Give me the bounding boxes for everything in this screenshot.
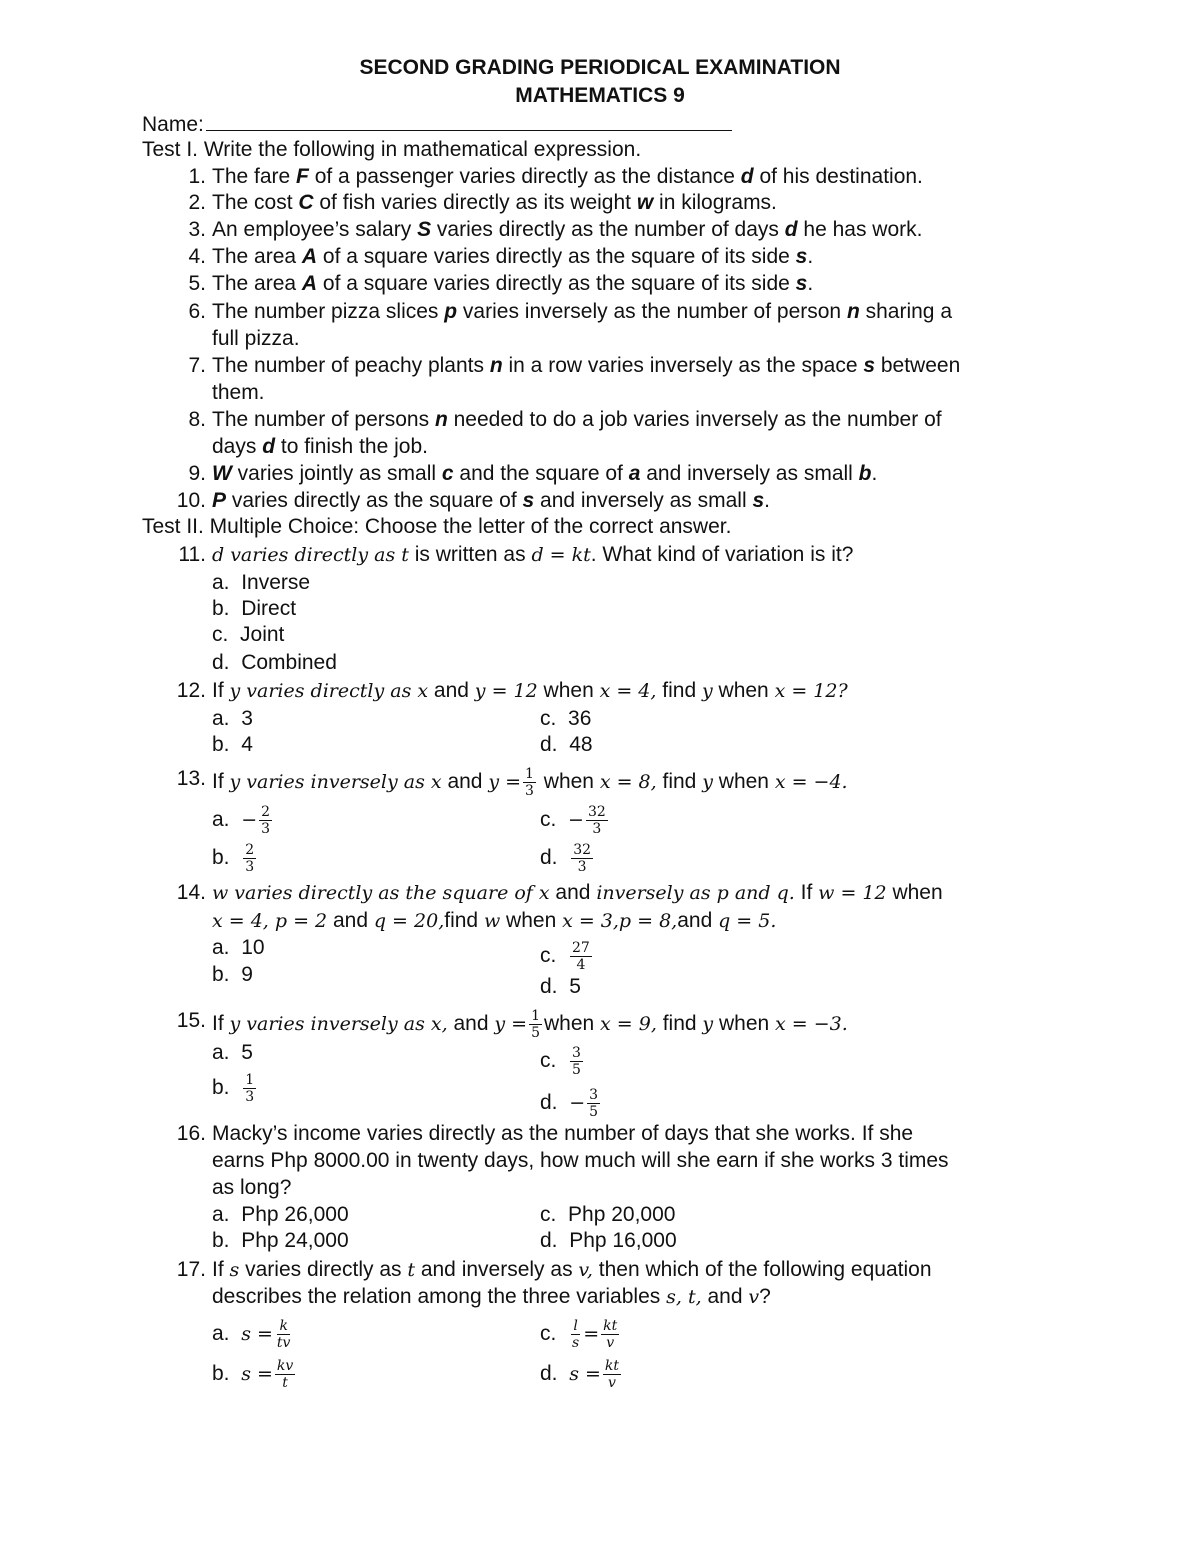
variable: s — [795, 245, 808, 268]
variable: b — [858, 462, 872, 485]
item-text: varies directly as the square of — [226, 489, 523, 512]
q16-choice-c[interactable] — [540, 1202, 675, 1228]
q17-text-1: varies directly as — [239, 1258, 408, 1281]
q11-number: 11. — [178, 543, 206, 566]
item-text: . — [764, 489, 770, 512]
q11-text-2: . What kind of variation is it? — [590, 543, 854, 566]
q17-text-2: and inversely as — [414, 1258, 579, 1281]
item-text: The fare — [212, 165, 297, 188]
fraction-denominator: 3 — [245, 859, 255, 875]
choice-fraction — [586, 804, 608, 837]
choice-letter: b. — [212, 1229, 230, 1252]
fraction-numerator: kt — [603, 1318, 618, 1334]
q15-text-1: and — [447, 1012, 495, 1036]
item-text: of a passenger varies directly as the distance — [308, 165, 741, 188]
item-text: varies directly as the number of days — [431, 218, 785, 241]
q14-choice-a[interactable] — [212, 935, 265, 961]
choice-letter: d. — [540, 733, 558, 756]
q13-choice-c[interactable] — [540, 804, 610, 837]
item-text: and inversely as small — [534, 489, 753, 512]
variable: d — [784, 218, 798, 241]
choice-letter: d. — [540, 975, 558, 998]
choice-letter: d. — [540, 1229, 558, 1252]
q13-math-5: x = −4. — [774, 771, 848, 794]
q16-stem-line1: Macky’s income varies directly as the number of days that she works. If she — [212, 1122, 914, 1145]
q12-text-2: when — [537, 679, 600, 702]
exam-title: SECOND GRADING PERIODICAL EXAMINATION — [359, 56, 841, 79]
q17-choice-a[interactable] — [212, 1318, 294, 1351]
test1-item — [212, 353, 960, 379]
choice-letter: b. — [212, 597, 230, 620]
choice-letter: c. — [212, 623, 229, 646]
q15-text-2: when — [543, 1012, 601, 1036]
fraction-denominator: t — [282, 1375, 288, 1391]
fraction-numerator: 32 — [587, 804, 606, 820]
choice-text: 9 — [241, 963, 253, 986]
test1-item-number: 2. — [188, 191, 206, 214]
q14-choice-d[interactable] — [540, 974, 581, 1000]
item-text: in a row varies inversely as the space — [502, 354, 864, 377]
test1-item-number: 8. — [188, 408, 206, 431]
q12-number: 12. — [176, 679, 206, 702]
q15-math-4: y — [702, 1013, 714, 1036]
choice-lhs: s = — [241, 1363, 273, 1386]
test1-item-number: 3. — [188, 218, 206, 241]
q14-math-4: x = 4, p = 2 — [212, 910, 328, 932]
choice-letter: c. — [540, 1322, 557, 1346]
item-text: The cost — [212, 191, 299, 214]
name-row — [142, 110, 732, 138]
fraction-denominator: 3 — [245, 1089, 255, 1105]
q14-stem-line1 — [212, 880, 943, 906]
q17-math-5: v — [748, 1286, 760, 1308]
choice-text: Php 26,000 — [241, 1203, 349, 1226]
variable: W — [212, 462, 232, 485]
variable: d — [740, 165, 754, 188]
item-text: . — [807, 245, 814, 268]
q12-math-1: y varies directly as x — [229, 680, 429, 702]
q16-choice-a[interactable] — [212, 1202, 349, 1228]
choice-letter: b. — [212, 1076, 230, 1100]
q14-text-2: If — [794, 881, 819, 904]
q12-text-4: when — [712, 679, 775, 702]
q17-text-3: then which of the following equation — [592, 1258, 932, 1281]
choice-fraction — [571, 842, 593, 875]
item-text: and the square of — [453, 462, 629, 485]
fraction-numerator: 3 — [572, 1045, 581, 1061]
fraction-numerator: k — [279, 1318, 288, 1334]
q13-choice-a[interactable] — [212, 804, 274, 837]
q17-stem-line2 — [212, 1284, 771, 1310]
choice-letter: a. — [212, 936, 230, 959]
fraction-numerator: 1 — [531, 1008, 540, 1024]
q13-math-2: y = — [488, 771, 522, 794]
fraction-denominator: v — [608, 1375, 616, 1391]
item-text: varies inversely as the number of person — [457, 300, 847, 323]
q14-text-4: and — [327, 909, 374, 932]
q15-stem — [212, 1008, 848, 1041]
q11-math-1: d varies directly as t — [212, 544, 409, 566]
q12-math-4: y — [701, 680, 713, 702]
choice-text: Direct — [241, 597, 297, 620]
q12-text-0: If — [212, 679, 230, 702]
fraction-denominator: tv — [276, 1335, 291, 1351]
q13-choice-b[interactable] — [212, 842, 258, 875]
q15-math-3: x = 9, — [600, 1013, 657, 1036]
choice-letter: d. — [212, 651, 230, 674]
test1-item-number: 10. — [176, 489, 206, 512]
q15-choice-b[interactable] — [212, 1072, 258, 1105]
choice-letter: c. — [540, 944, 557, 968]
fraction-denominator: 4 — [576, 957, 586, 973]
q11-text-1: is written as — [408, 543, 532, 566]
q17-math-3: v, — [578, 1259, 593, 1281]
q15-math-5: x = −3. — [775, 1013, 848, 1036]
q13-math-3: x = 8, — [599, 771, 657, 794]
q14-text-6: when — [500, 909, 563, 932]
fraction-numerator: 1 — [525, 766, 534, 782]
variable: n — [434, 408, 448, 431]
choice-text: 5 — [569, 975, 581, 998]
q14-text-3: when — [886, 881, 943, 904]
q17-text-5: and — [701, 1285, 749, 1308]
q13-number: 13. — [176, 767, 206, 790]
q11-choice-b[interactable] — [212, 596, 296, 622]
choice-text: 4 — [241, 733, 253, 756]
q15-fraction — [529, 1008, 542, 1041]
q15-choice-a[interactable] — [212, 1040, 253, 1066]
q14-math-1: w varies directly as the square of x — [212, 882, 550, 904]
choice-letter: b. — [212, 1362, 230, 1386]
test1-item-continuation — [212, 434, 428, 460]
q11-choice-c[interactable] — [212, 622, 284, 648]
choice-sign: − — [568, 809, 584, 832]
choice-letter: c. — [540, 1203, 557, 1226]
q17-text-4: describes the relation among the three variables — [212, 1285, 667, 1308]
q11-stem — [212, 542, 853, 568]
choice-letter: d. — [540, 846, 558, 870]
q13-fraction — [523, 766, 536, 799]
test1-item — [212, 461, 877, 487]
exam-subject: MATHEMATICS 9 — [515, 84, 685, 107]
q17-math-1: s — [229, 1259, 240, 1281]
choice-letter: d. — [540, 1091, 558, 1115]
q13-text-0: If — [212, 770, 230, 794]
item-text: The number of persons — [212, 408, 435, 431]
item-text: to finish the job. — [275, 435, 428, 458]
choice-lhs: s = — [241, 1323, 273, 1346]
q17-number: 17. — [176, 1258, 206, 1281]
variable: n — [489, 354, 503, 377]
q15-text-0: If — [212, 1012, 230, 1036]
choice-text: 36 — [568, 707, 592, 730]
q13-text-1: and — [441, 770, 489, 794]
choice-fraction — [570, 1045, 583, 1078]
choice-lhs: s = — [569, 1363, 601, 1386]
item-text: he has work. — [797, 218, 923, 241]
q13-math-4: y — [702, 771, 713, 794]
q12-text-3: find — [656, 679, 702, 702]
variable: d — [262, 435, 276, 458]
q15-math-2: y = — [494, 1013, 528, 1036]
test2-heading: Test II. Multiple Choice: Choose the letter of the correct answer. — [142, 515, 732, 538]
choice-letter: c. — [540, 808, 557, 832]
fraction-numerator: 3 — [589, 1087, 599, 1103]
variable: C — [298, 191, 314, 214]
q16-stem-line3: as long? — [212, 1176, 292, 1199]
choice-text: Joint — [240, 623, 285, 646]
choice-equals: = — [583, 1323, 600, 1346]
variable: s — [795, 272, 808, 295]
q11-choice-d[interactable] — [212, 650, 337, 676]
variable: n — [846, 300, 860, 323]
q12-stem — [212, 678, 848, 704]
q13-text-4: when — [712, 770, 775, 794]
q11-choice-a[interactable] — [212, 570, 310, 596]
choice-letter: d. — [540, 1362, 558, 1386]
variable: S — [417, 218, 432, 241]
item-text: varies jointly as small — [231, 462, 442, 485]
q17-math-2: t — [407, 1259, 415, 1281]
fraction-numerator: kt — [604, 1358, 620, 1374]
item-text: days — [212, 435, 263, 458]
test1-item-number: 9. — [188, 462, 206, 485]
q15-text-3: find — [656, 1012, 703, 1036]
item-text: The number of peachy plants — [212, 354, 490, 377]
item-text: The area — [212, 245, 302, 268]
q17-math-4: s, t, — [666, 1286, 702, 1308]
item-text: An employee’s salary — [212, 218, 418, 241]
choice-text: 5 — [241, 1041, 253, 1064]
q14-text-7: and — [677, 909, 719, 932]
q13-text-2: when — [537, 770, 600, 794]
choice-fraction — [587, 1087, 600, 1120]
choice-letter: a. — [212, 1203, 230, 1226]
choice-text: Php 24,000 — [241, 1229, 349, 1252]
test1-item — [212, 271, 813, 297]
fraction-numerator: 27 — [572, 940, 590, 956]
variable: P — [212, 489, 227, 512]
choice-letter: a. — [212, 707, 230, 730]
fraction-denominator: 5 — [531, 1025, 540, 1041]
test1-item-number: 4. — [188, 245, 206, 268]
item-text: . — [871, 462, 878, 485]
q12-choice-a[interactable] — [212, 706, 253, 732]
q17-choice-c[interactable] — [540, 1318, 621, 1351]
fraction-denominator: v — [606, 1335, 615, 1351]
fraction-numerator: 32 — [573, 842, 592, 858]
variable: w — [636, 191, 654, 214]
q14-stem-line2 — [212, 908, 776, 934]
q12-math-3: x = 4, — [599, 680, 657, 702]
test1-item — [212, 217, 922, 243]
choice-letter: b. — [212, 963, 230, 986]
choice-sign: − — [241, 809, 258, 832]
item-text: of his destination. — [753, 165, 923, 188]
fraction-numerator: 2 — [261, 804, 271, 820]
q14-math-7: x = 3,p = 8, — [562, 910, 678, 932]
choice-fraction — [243, 1072, 256, 1105]
variable: s — [863, 354, 876, 377]
q12-math-5: x = 12? — [774, 680, 848, 702]
q13-choice-d[interactable] — [540, 842, 595, 875]
test1-item-number: 5. — [188, 272, 206, 295]
item-text: The number pizza slices — [212, 300, 445, 323]
test1-item — [212, 299, 952, 325]
fraction-denominator: 5 — [572, 1062, 581, 1078]
test1-item — [212, 407, 942, 433]
test1-item-continuation: full pizza. — [212, 327, 300, 350]
choice-text: Php 20,000 — [568, 1203, 676, 1226]
choice-fraction — [570, 940, 592, 973]
variable: F — [296, 165, 309, 188]
item-text: of fish varies directly as its weight — [313, 191, 637, 214]
test1-item-number: 6. — [188, 300, 206, 323]
q16-choice-d[interactable] — [540, 1228, 677, 1254]
choice-fraction — [603, 1358, 621, 1391]
item-text: and inversely as small — [640, 462, 859, 485]
choice-fraction — [259, 804, 272, 837]
test1-item-continuation: them. — [212, 381, 265, 404]
test1-item — [212, 488, 770, 514]
fraction-denominator: 3 — [525, 783, 534, 799]
q14-choice-b[interactable] — [212, 962, 253, 988]
q14-math-2: inversely as p and q. — [596, 882, 795, 904]
test1-item — [212, 244, 813, 270]
variable: s — [752, 489, 765, 512]
choice-fraction — [275, 1318, 293, 1351]
name-blank[interactable] — [206, 110, 732, 131]
q17-text-0: If — [212, 1258, 230, 1281]
choice-fraction — [275, 1358, 295, 1391]
choice-letter: b. — [212, 846, 230, 870]
item-text: of a square varies directly as the square of its side — [317, 245, 796, 268]
choice-fraction — [601, 1318, 619, 1351]
item-text: in kilograms. — [653, 191, 777, 214]
q17-text-6: ? — [759, 1285, 771, 1308]
choice-fraction — [243, 842, 256, 875]
choice-text: Php 16,000 — [569, 1229, 677, 1252]
q13-text-3: find — [656, 770, 703, 794]
q14-number: 14. — [176, 881, 206, 904]
q14-choice-c[interactable] — [540, 940, 594, 973]
choice-letter: a. — [212, 1322, 230, 1346]
test1-heading: Test I. Write the following in mathematical expression. — [142, 138, 642, 161]
name-label: Name: — [142, 113, 204, 136]
fraction-numerator: kv — [276, 1358, 294, 1374]
q17-choice-d[interactable] — [540, 1358, 623, 1391]
choice-letter: c. — [540, 707, 557, 730]
q14-math-5: q = 20, — [373, 910, 445, 932]
choice-letter: a. — [212, 571, 230, 594]
q17-stem-line1 — [212, 1257, 932, 1283]
variable: A — [301, 245, 318, 268]
test1-item — [212, 190, 777, 216]
test1-item — [212, 164, 923, 190]
q16-choice-b[interactable] — [212, 1228, 349, 1254]
fraction-denominator: s — [572, 1335, 580, 1351]
variable: A — [301, 272, 318, 295]
fraction-numerator: 1 — [245, 1072, 255, 1088]
fraction-denominator: 3 — [261, 821, 271, 837]
fraction-denominator: 5 — [589, 1104, 599, 1120]
item-text: The area — [212, 272, 302, 295]
q15-choice-d[interactable] — [540, 1087, 602, 1120]
item-text: needed to do a job varies inversely as the number of — [447, 408, 942, 431]
variable: p — [444, 300, 458, 323]
q12-math-2: y = 12 — [474, 680, 538, 702]
choice-text: 10 — [241, 936, 265, 959]
q11-math-2: d = kt — [531, 544, 591, 566]
fraction-numerator: 2 — [245, 842, 255, 858]
q12-choice-c[interactable] — [540, 706, 591, 732]
q12-text-1: and — [428, 679, 475, 702]
choice-letter: c. — [540, 1049, 557, 1073]
test1-item-number: 1. — [188, 165, 206, 188]
variable: c — [441, 462, 454, 485]
choice-text: 3 — [241, 707, 253, 730]
fraction-denominator: 3 — [592, 821, 602, 837]
q14-math-8: q = 5. — [718, 910, 777, 932]
choice-text: Combined — [241, 651, 337, 674]
fraction-denominator: 3 — [577, 859, 587, 875]
q14-math-3: w = 12 — [818, 882, 887, 904]
choice-text: 48 — [569, 733, 593, 756]
q15-number: 15. — [176, 1009, 206, 1032]
q16-stem-line2: earns Php 8000.00 in twenty days, how much will she earn if she works 3 times — [212, 1149, 949, 1172]
q17-choice-b[interactable] — [212, 1358, 297, 1391]
q15-text-4: when — [713, 1012, 776, 1036]
q15-choice-c[interactable] — [540, 1045, 585, 1078]
choice-text: Inverse — [241, 571, 311, 594]
q15-math-1: y varies inversely as x, — [229, 1013, 448, 1036]
q14-text-5: find — [444, 909, 484, 932]
q14-text-1: and — [549, 881, 597, 904]
q16-number: 16. — [176, 1122, 206, 1145]
q14-math-6: w — [483, 910, 501, 932]
q12-choice-b[interactable] — [212, 732, 253, 758]
choice-letter: a. — [212, 1041, 230, 1064]
item-text: of a square varies directly as the square of its side — [317, 272, 796, 295]
choice-letter: a. — [212, 808, 230, 832]
q13-math-1: y varies inversely as x — [229, 771, 442, 794]
q13-stem — [212, 766, 848, 799]
item-text: . — [807, 272, 814, 295]
q12-choice-d[interactable] — [540, 732, 593, 758]
variable: s — [522, 489, 535, 512]
item-text: sharing a — [859, 300, 953, 323]
variable: a — [628, 462, 641, 485]
choice-sign: − — [569, 1092, 586, 1115]
choice-letter: b. — [212, 733, 230, 756]
item-text: between — [875, 354, 961, 377]
fraction-numerator: l — [573, 1318, 578, 1334]
choice-fraction-left — [570, 1318, 581, 1351]
test1-item-number: 7. — [188, 354, 206, 377]
